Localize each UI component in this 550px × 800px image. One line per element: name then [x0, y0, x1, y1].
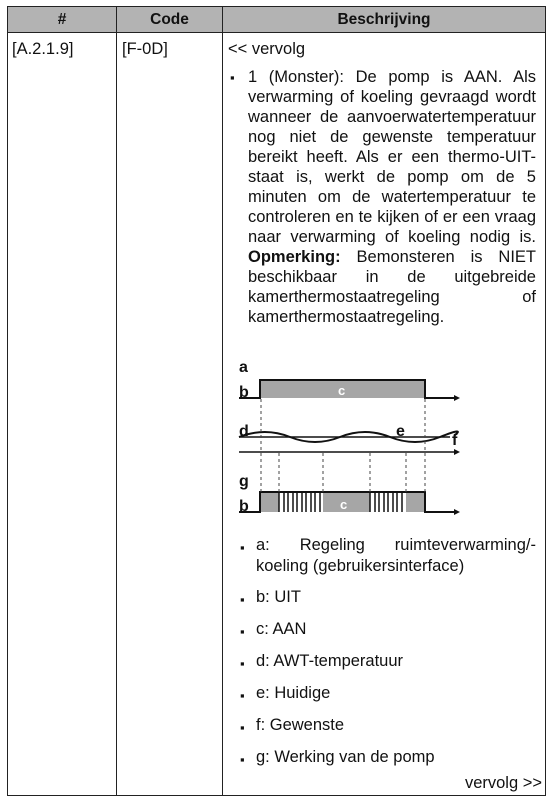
row-code: [F-0D]	[122, 40, 168, 58]
legend-item-d: d: AWT-temperatuur	[256, 652, 404, 670]
column-divider	[222, 7, 223, 795]
row-number: [A.2.1.9]	[12, 40, 74, 58]
label-b-bottom: b	[239, 498, 249, 515]
legend-item-g: g: Werking van de pomp	[256, 748, 435, 766]
legend-item-b: b: UIT	[256, 588, 301, 606]
legend-bullet: ▪	[240, 540, 245, 555]
bullet-marker: ▪	[230, 70, 235, 85]
legend-bullet: ▪	[240, 624, 245, 639]
legend-item-a: a: Regeling ruimteverwarming/-koeling (gebruikersinterface)	[256, 536, 536, 575]
arrow-head	[454, 449, 460, 455]
continued-to: vervolg >>	[464, 774, 542, 792]
arrow-head	[454, 395, 460, 401]
label-d: d	[239, 423, 249, 440]
paragraph-text: 1 (Monster): De pomp is AAN. Als verwarming of koeling gevraagd wordt wanneer de aanvoerwatertemperatuur nog niet de gewenste temperatuur bereikt heeft. Als er een thermo-UIT-staat is, werkt de pomp om de 5 minuten om de watertemperatuur te controleren en te kijken of er een vraag naar verwarming of koeling nodig is.	[248, 68, 536, 246]
legend-item-e: e: Huidige	[256, 684, 331, 702]
header-number: #	[57, 11, 67, 28]
description-paragraph	[248, 67, 536, 327]
legend-bullet: ▪	[240, 720, 245, 735]
label-c-bottom: c	[340, 497, 348, 512]
legend-item-f: f: Gewenste	[256, 716, 345, 734]
table-header	[8, 7, 545, 33]
legend-bullet: ▪	[240, 688, 245, 703]
label-b-top: b	[239, 384, 249, 401]
legend-item-c: c: AAN	[256, 620, 307, 638]
label-f: f	[452, 432, 458, 449]
continued-from: << vervolg	[228, 40, 306, 58]
label-g: g	[239, 473, 249, 490]
pump-on-bar	[261, 493, 279, 512]
header-code: Code	[150, 11, 189, 28]
arrow-head	[454, 509, 460, 515]
header-description: Beschrijving	[337, 11, 431, 28]
label-a: a	[239, 359, 248, 376]
legend-bullet: ▪	[240, 752, 245, 767]
note-text: Bemonsteren is NIET beschikbaar in de uitgebreide kamerthermostaatregeling of kamerthermostaatregeling.	[248, 248, 536, 326]
column-divider	[116, 7, 117, 795]
label-c-top: c	[338, 383, 346, 398]
pump-on-bar	[406, 493, 424, 512]
pump-timing-diagram	[230, 355, 480, 530]
legend-bullet: ▪	[240, 656, 245, 671]
legend-bullet: ▪	[240, 592, 245, 607]
label-e: e	[396, 423, 405, 440]
note-label: Opmerking:	[248, 248, 341, 266]
